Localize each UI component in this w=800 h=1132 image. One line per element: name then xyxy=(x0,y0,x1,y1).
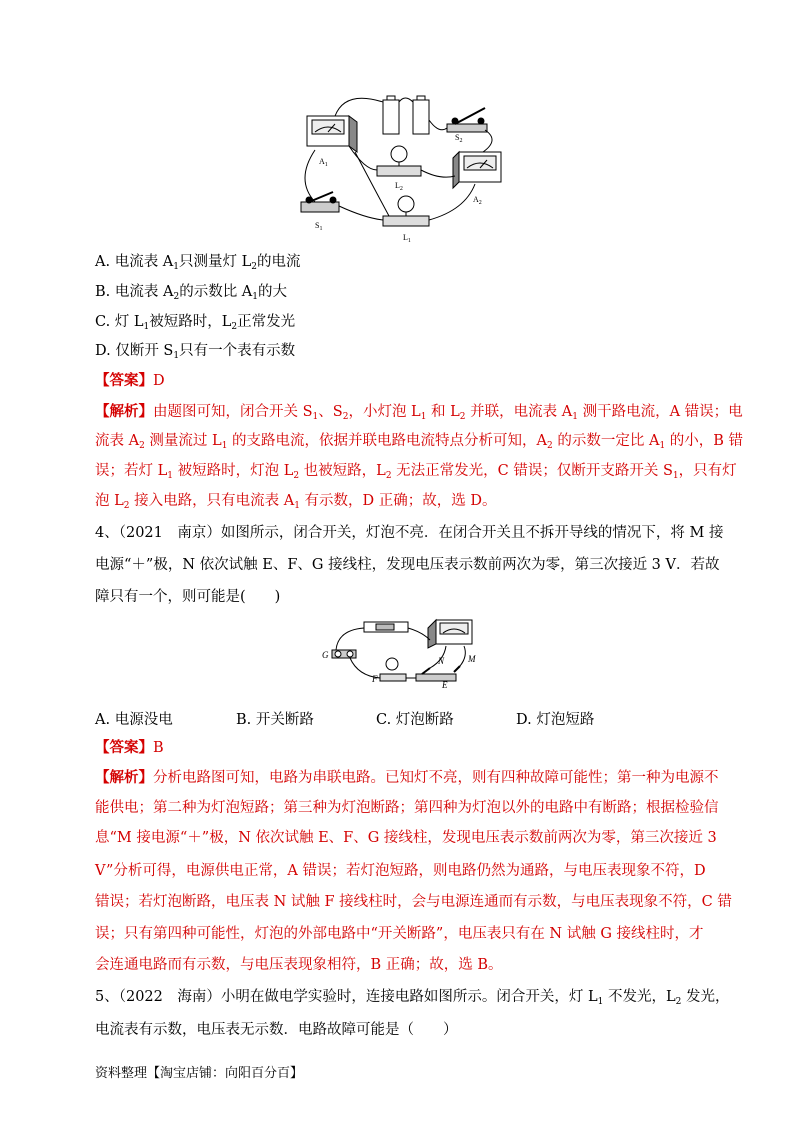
svg-text:S2 xyxy=(455,133,462,144)
q4-option-d: D. 灯泡短路 xyxy=(516,712,595,728)
label-a1: A xyxy=(319,157,325,166)
label-l2-sub: 2 xyxy=(399,186,403,192)
label-l2: L xyxy=(395,181,400,190)
q4-analysis-line-2: 能供电；第二种为灯泡短路；第三种为灯泡断路；第四种为灯泡以外的电路中有断路；根据检验信 xyxy=(95,800,719,816)
analysis-line-2: 流表 $A_2$ 测量流过 $L_1$ 的支路电流，依据并联电路电流特点分析可知，$A_2$ 的示数一定比 $A_1$ 的小，B 错 xyxy=(95,433,744,451)
q4-option-c: C. 灯泡断路 xyxy=(376,712,454,728)
label-m: M xyxy=(468,654,476,664)
circuit-figure-2 xyxy=(318,616,498,692)
circuit-figure-1 xyxy=(295,90,515,250)
svg-text:L1 xyxy=(403,233,411,244)
label-a2-sub: 2 xyxy=(478,200,482,206)
q4-stem-line-1: 4、（2021 南京）如图所示，闭合开关，灯泡不亮．在闭合开关且不拆开导线的情况下，将 M 接 xyxy=(95,525,724,541)
q4-stem-line-3: 障只有一个，则可能是( ) xyxy=(95,589,281,605)
svg-text:S1 xyxy=(315,221,322,232)
label-s1: S xyxy=(315,221,320,230)
footer-source: 资料整理【淘宝店铺：向阳百分百】 xyxy=(95,1066,304,1081)
q5-stem-line-1: 5、（2022 海南）小明在做电学实验时，连接电路如图所示。闭合开关，灯 $L_1$ 不发光，$L_2$ 发光， xyxy=(95,989,730,1007)
label-s2-sub: 2 xyxy=(459,138,463,144)
q4-option-a: A. 电源没电 xyxy=(95,712,173,728)
label-a1-sub: 1 xyxy=(324,162,328,168)
label-g: G xyxy=(322,650,329,660)
analysis-line-3: 误；若灯 $L_1$ 被短路时，灯泡 $L_2$ 也被短路，$L_2$ 无法正常发光，C 错误；仅断开支路开关 $S_1$，只有灯 xyxy=(95,463,737,481)
svg-text:A2 xyxy=(473,195,482,206)
q4-stem-line-2: 电源“＋”极，N 依次试触 E、F、G 接线柱，发现电压表示数前两次为零，第三次接近 3 V．若故 xyxy=(95,557,720,573)
label-l1-sub: 1 xyxy=(407,238,411,244)
q4-analysis-line-4: V”分析可得，电源供电正常，A 错误；若灯泡短路，则电路仍然为通路，与电压表现象不符，D xyxy=(95,863,706,879)
analysis-line-4: 泡 $L_2$ 接入电路，只有电流表 $A_1$ 有示数，D 正确；故，选 D。 xyxy=(95,493,497,511)
label-l1: L xyxy=(403,233,408,242)
option-a: A. 电流表 $A_1$只测量灯 $L_2$的电流 xyxy=(95,254,301,272)
answer-line: 【答案】D xyxy=(95,372,165,389)
label-f: F xyxy=(372,674,378,684)
svg-text:L2 xyxy=(395,181,403,192)
q4-analysis-line-1: 【解析】分析电路图可知，电路为串联电路。已知灯不亮，则有四种故障可能性；第一种为电源不 xyxy=(95,769,719,786)
q5-stem-line-2: 电流表有示数，电压表无示数．电路故障可能是（ ） xyxy=(95,1022,458,1038)
q4-analysis-line-3: 息“M 接电源“＋”极，N 依次试触 E、F、G 接线柱，发现电压表示数前两次为零，第三次接近 3 xyxy=(95,830,717,846)
label-s1-sub: 1 xyxy=(319,226,323,232)
svg-text:A1 xyxy=(319,157,328,168)
option-c: C. 灯 $L_1$被短路时，$L_2$正常发光 xyxy=(95,314,296,332)
q4-analysis-line-6: 误；只有第四种可能性，灯泡的外部电路中“开关断路”，电压表只有在 N 试触 G 接线柱时，才 xyxy=(95,926,704,942)
label-a2: A xyxy=(473,195,479,204)
q4-analysis-line-7: 会连通电路而有示数，与电压表现象相符，B 正确；故，选 B。 xyxy=(95,957,503,973)
label-s2: S xyxy=(455,133,460,142)
q4-answer-line: 【答案】B xyxy=(95,739,164,756)
label-n: N xyxy=(438,656,445,666)
option-b: B. 电流表 $A_2$的示数比 $A_1$的大 xyxy=(95,284,288,302)
analysis-line-1: 【解析】由题图可知，闭合开关 $S_1$、$S_2$，小灯泡 $L_1$ 和 $L_2$ 并联，电流表 $A_1$ 测干路电流，A 错误；电 xyxy=(95,403,743,422)
q4-option-b: B. 开关断路 xyxy=(236,712,314,728)
option-d: D. 仅断开 $S_1$只有一个表有示数 xyxy=(95,343,296,361)
label-e: E xyxy=(442,680,448,690)
q4-analysis-line-5: 错误；若灯泡断路，电压表 N 试触 F 接线柱时，会与电源连通而有示数，与电压表现象不符，C 错 xyxy=(95,894,732,910)
